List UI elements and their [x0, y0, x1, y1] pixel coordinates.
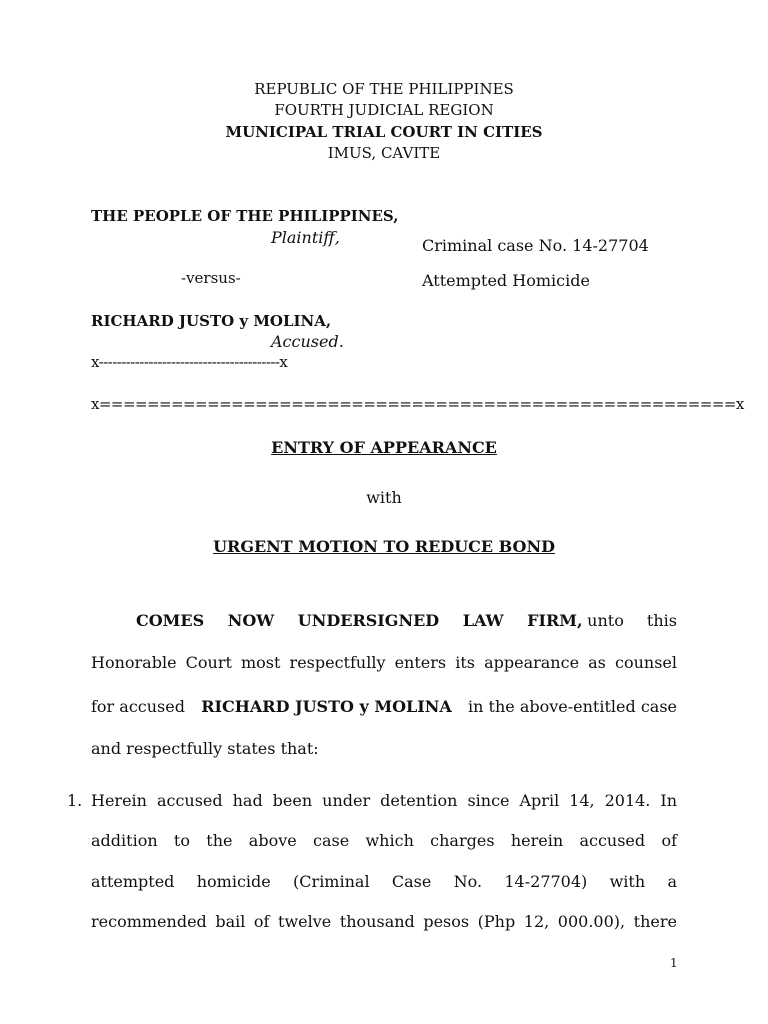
paragraph-1-line-2: Honorable Court most respectfully enters its appearance as counsel: [91, 653, 677, 672]
item-1-line-4: recommended bail of twelve thousand pesos (Php 12, 000.00), there: [91, 912, 677, 931]
title-with: with: [366, 488, 402, 507]
court-header-court: MUNICIPAL TRIAL COURT IN CITIES: [225, 123, 543, 141]
page-number: 1: [670, 956, 678, 970]
court-header-location: IMUS, CAVITE: [327, 144, 441, 162]
item-1-line-1: Herein accused had been under detention since April 14, 2014. In: [91, 791, 677, 810]
caption-long-rule: x=====================================================x: [91, 395, 744, 413]
court-header-region: FOURTH JUDICIAL REGION: [274, 101, 494, 119]
law-firm-intro: COMES NOW UNDERSIGNED LAW FIRM,: [136, 611, 583, 630]
court-header-republic: REPUBLIC OF THE PHILIPPINES: [254, 80, 514, 98]
accused-role: Accused.: [271, 332, 344, 351]
accused-name-inline: RICHARD JUSTO y MOLINA: [201, 697, 452, 716]
paragraph-1-line-1: [136, 611, 677, 630]
line-3-suffix: in the above-entitled case: [468, 697, 677, 716]
versus-label: -versus-: [181, 269, 241, 287]
title-urgent-motion: URGENT MOTION TO REDUCE BOND: [213, 537, 555, 556]
paragraph-1-continuation: unto this: [587, 611, 677, 630]
plaintiff-role: Plaintiff,: [271, 228, 340, 247]
line-3-prefix: for accused: [91, 697, 185, 716]
item-1-line-2: addition to the above case which charges herein accused of: [91, 831, 677, 850]
plaintiff-name: THE PEOPLE OF THE PHILIPPINES,: [91, 207, 399, 225]
title-entry-of-appearance: ENTRY OF APPEARANCE: [271, 438, 497, 457]
item-1-number: 1.: [67, 791, 83, 810]
item-1-line-3: attempted homicide (Criminal Case No. 14-27704) with a: [91, 872, 677, 891]
offense-label: Attempted Homicide: [422, 271, 590, 290]
accused-name: RICHARD JUSTO y MOLINA,: [91, 312, 332, 330]
caption-short-rule: x----------------------------------------x: [91, 353, 288, 371]
case-number: Criminal case No. 14-27704: [422, 236, 649, 255]
paragraph-1-line-4: and respectfully states that:: [91, 739, 319, 758]
paragraph-1-line-3: [91, 697, 677, 716]
